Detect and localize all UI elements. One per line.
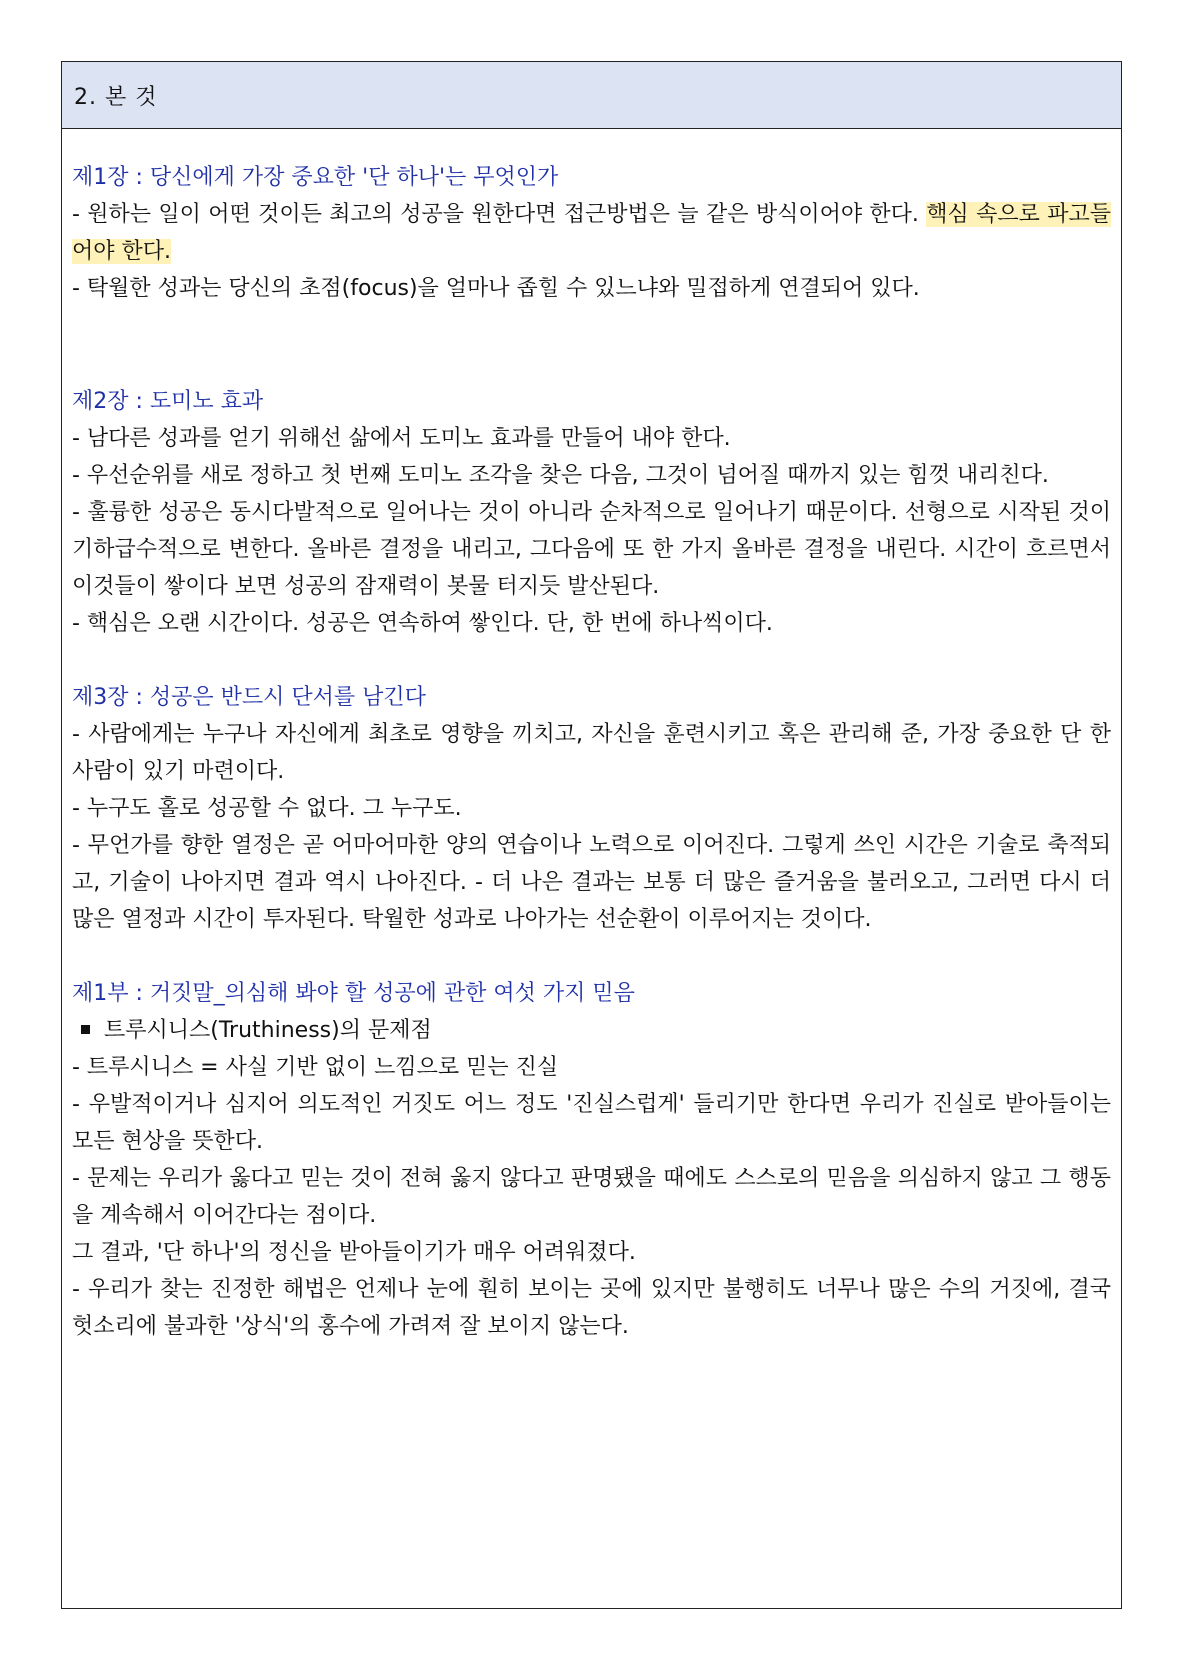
document-table <box>61 61 1122 1609</box>
paragraph: - 문제는 우리가 옳다고 믿는 것이 전혀 옳지 않다고 판명됐을 때에도 스스로의 믿음을 의심하지 않고 그 행동을 계속해서 이어간다는 점이다. <box>72 1166 1111 1228</box>
part-1 <box>72 975 1111 1345</box>
paragraph: - 핵심은 오랜 시간이다. 성공은 연속하여 쌓인다. 단, 한 번에 하나씩이다. <box>72 611 773 636</box>
document-body <box>62 129 1121 1345</box>
paragraph <box>72 196 1111 270</box>
paragraph: - 트루시니스 = 사실 기반 없이 느낌으로 믿는 진실 <box>72 1055 559 1080</box>
chapter-1 <box>72 159 1111 307</box>
paragraph: - 우발적이거나 심지어 의도적인 거짓도 어느 정도 '진실스럽게' 들리기만 한다면 우리가 진실로 받아들이는 모든 현상을 뜻한다. <box>72 1092 1111 1154</box>
chapter-title: 제3장 : 성공은 반드시 단서를 남긴다 <box>72 685 426 710</box>
paragraph: - 무언가를 향한 열정은 곧 어마어마한 양의 연습이나 노력으로 이어진다. 그렇게 쓰인 시간은 기술로 축적되고, 기술이 나아지면 결과 역시 나아진다. - 더 나은 결과는 보통 더 많은 즐거움을 불러오고, 그러면 다시 더 많은 열정과 시간이 투자된다. 탁월한 성과로 나아가는 선순환이 이루어지는 것이다. <box>72 833 1111 932</box>
paragraph: - 우리가 찾는 진정한 해법은 언제나 눈에 훤히 보이는 곳에 있지만 불행히도 너무나 많은 수의 거짓에, 결국 헛소리에 불과한 '상식'의 홍수에 가려져 잘 보이지 않는다. <box>72 1277 1111 1339</box>
paragraph: - 탁월한 성과는 당신의 초점(focus)을 얼마나 좁힐 수 있느냐와 밀접하게 연결되어 있다. <box>72 276 920 301</box>
bullet-item <box>72 1012 1111 1049</box>
chapter-title: 제2장 : 도미노 효과 <box>72 389 264 414</box>
part-title: 제1부 : 거짓말_의심해 봐야 할 성공에 관한 여섯 가지 믿음 <box>72 981 635 1006</box>
bullet-text: 트루시니스(Truthiness)의 문제점 <box>104 1018 432 1043</box>
paragraph: - 훌륭한 성공은 동시다발적으로 일어나는 것이 아니라 순차적으로 일어나기 때문이다. 선형으로 시작된 것이 기하급수적으로 변한다. 올바른 결정을 내리고, 그다음에 또 한 가지 올바른 결정을 내린다. 시간이 흐르면서 이것들이 쌓이다 보면 성공의 잠재력이 봇물 터지듯 발산된다. <box>72 500 1111 599</box>
paragraph: - 누구도 홀로 성공할 수 없다. 그 누구도. <box>72 796 462 821</box>
chapter-2 <box>72 383 1111 642</box>
paragraph: 그 결과, '단 하나'의 정신을 받아들이기가 매우 어려워졌다. <box>72 1240 636 1265</box>
chapter-3 <box>72 679 1111 938</box>
paragraph: - 사람에게는 누구나 자신에게 최초로 영향을 끼치고, 자신을 훈련시키고 혹은 관리해 준, 가장 중요한 단 한 사람이 있기 마련이다. <box>72 722 1111 784</box>
paragraph-text: - 원하는 일이 어떤 것이든 최고의 성공을 원한다면 접근방법은 늘 같은 방식이어야 한다. <box>72 202 927 227</box>
square-bullet-icon <box>81 1025 90 1034</box>
section-header <box>62 62 1121 129</box>
highlighted-text: 핵심 속으로 파고들어야 한다. <box>72 202 1111 264</box>
section-header-title: 2. 본 것 <box>74 84 158 110</box>
paragraph: - 남다른 성과를 얻기 위해선 삶에서 도미노 효과를 만들어 내야 한다. <box>72 426 731 451</box>
paragraph: - 우선순위를 새로 정하고 첫 번째 도미노 조각을 찾은 다음, 그것이 넘어질 때까지 있는 힘껏 내리친다. <box>72 463 1049 488</box>
chapter-title: 제1장 : 당신에게 가장 중요한 '단 하나'는 무엇인가 <box>72 165 559 190</box>
